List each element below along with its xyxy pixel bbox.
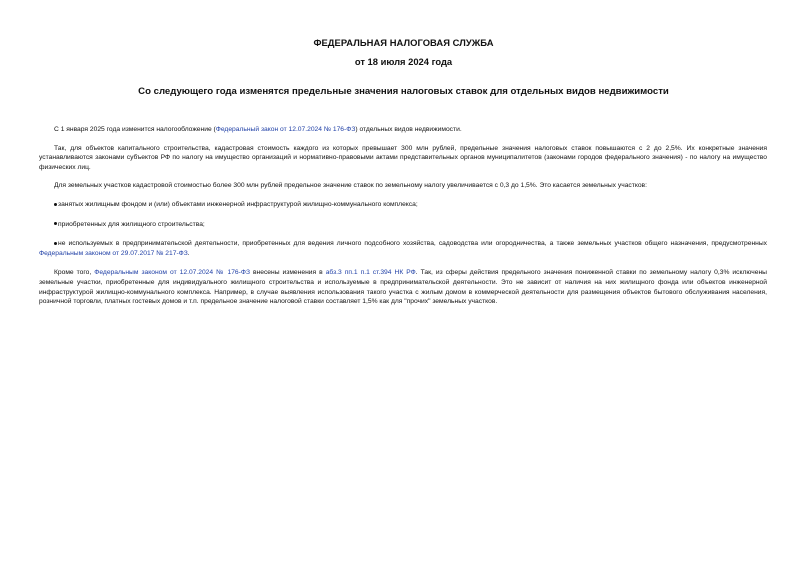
list-item-text: приобретенных для жилищного строительства; (58, 220, 205, 228)
closing-text-before: Кроме того, (54, 269, 95, 277)
bullet-icon (54, 203, 57, 206)
law-176-link-2[interactable]: Федеральным законом от 12.07.2024 № 176-ФЗ (94, 269, 250, 277)
document-body (39, 125, 767, 307)
list-item (39, 239, 767, 258)
bullet-icon (54, 222, 57, 225)
list-item-text-end: . (187, 249, 190, 257)
intro-text-before: С 1 января 2025 года изменится налогообложение ( (54, 126, 216, 133)
list-item-text: не используемых в предпринимательской деятельности, приобретенных для ведения личного подсобного хозяйства, садоводства или огородничества, а также земельных участков общего назначения, предусмотренных (58, 240, 767, 248)
list-item (39, 220, 767, 230)
law-176-link[interactable]: Федеральный закон от 12.07.2024 № 176-ФЗ (215, 126, 356, 133)
intro-paragraph (39, 125, 767, 135)
bullet-icon (54, 242, 57, 245)
document-headline: Со следующего года изменятся предельные значения налоговых ставок для отдельных видов недвижимости (138, 86, 669, 97)
list-item (39, 200, 767, 210)
document-date: от 18 июля 2024 года (354, 56, 453, 67)
intro-text-after: ) отдельных видов недвижимости. (355, 126, 462, 133)
tax-code-link[interactable]: абз.3 пп.1 п.1 ст.394 НК РФ (325, 269, 416, 277)
rates-paragraph: Так, для объектов капитального строительства, кадастровая стоимость каждого из которых превышает 300 млн рублей, предельные значения налоговых ставок повышаются с 2 до 2,5%. Их конкретные значения устанавливаются законами субъектов РФ по налогу на имущество организаций и нормативно-правовыми актами представительных органов муниципалитетов (законами городов федерального значения) - по налогу на имущество физических лиц. (39, 144, 767, 171)
closing-paragraph (39, 268, 767, 306)
law-217-link[interactable]: Федеральным законом от 29.07.2017 № 217-ФЗ (39, 249, 188, 257)
closing-text-middle: внесены изменения в (249, 269, 326, 277)
list-item-text: занятых жилищным фондом и (или) объектами инженерной инфраструктурой жилищно-коммунального комплекса; (58, 200, 418, 208)
land-paragraph: Для земельных участков кадастровой стоимостью более 300 млн рублей предельное значение ставок по земельному налогу увеличивается с 0,3 до 1,5%. Это касается земельных участков: (54, 182, 647, 190)
agency-name: ФЕДЕРАЛЬНАЯ НАЛОГОВАЯ СЛУЖБА (313, 37, 494, 48)
closing-text-after: . Так, из сферы действия предельного значения пониженной ставки по земельному налогу 0,3% исключены земельные участки, приобретенные для индивидуального жилищного строительства и используемые в предпринимательской деятельности. Это не зависит от наличия на них жилищного фонда или объектов инженерной инфраструктурой жилищно-коммунального комплекса. Например, в случае выявления использования такого участка с жилым домом в коммерческой деятельности для размещения объектов бытового обслуживания населения, розничной торговли, платных гостевых домов и т.п. предельное значение налоговой ставки составляет 1,5% как для "прочих" земельных участков. (39, 269, 767, 306)
